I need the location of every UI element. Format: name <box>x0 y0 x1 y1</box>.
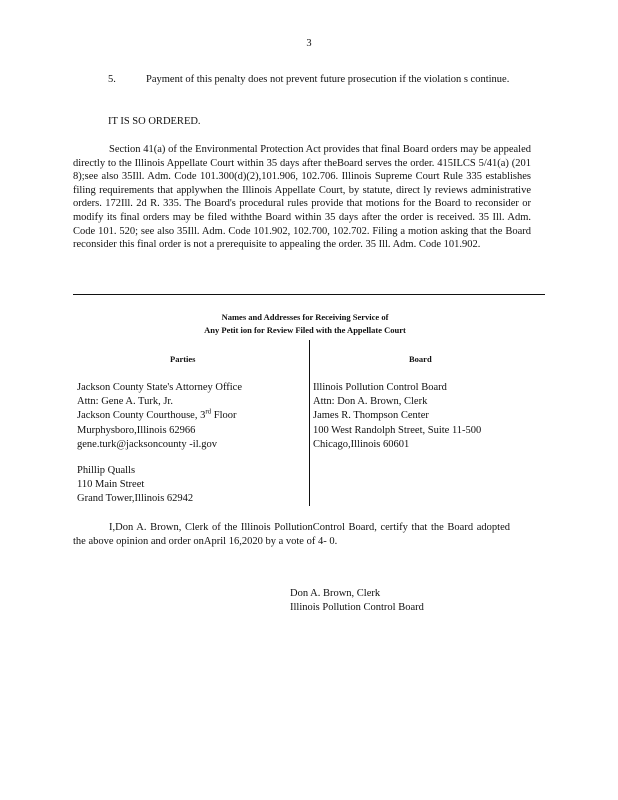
parties-header: Parties <box>170 354 196 364</box>
board-line2: Attn: Don A. Brown, Clerk <box>313 396 428 408</box>
party1-line1: Jackson County State's Attorney Office <box>77 382 243 393</box>
board-line3: James R. Thompson Center <box>313 410 429 422</box>
page-number: 3 <box>306 38 312 49</box>
party1-line2: Attn: Gene A. Turk, Jr. <box>77 396 173 408</box>
so-ordered: IT IS SO ORDERED. <box>108 116 201 127</box>
board-line4: 100 West Randolph Street, Suite 11-500 <box>313 424 482 436</box>
signature-org: Illinois Pollution Control Board <box>290 602 424 614</box>
board-line1: Illinois Pollution Control Board <box>313 382 447 393</box>
signature-block <box>290 587 424 616</box>
service-title-line1: Names and Addresses for Receiving Service of <box>221 312 389 322</box>
party1-line3: Jackson County Courthouse, 3rd Floor <box>77 407 237 422</box>
board-line5: Chicago,Illinois 60601 <box>313 438 410 450</box>
appeal-paragraph <box>73 143 531 252</box>
column-divider <box>309 340 310 506</box>
party-address-2 <box>77 464 193 507</box>
service-title-line2: Any Petit ion for Review Filed with the Appellate Court <box>204 325 406 335</box>
party2-line3: Grand Tower,Illinois 62942 <box>77 493 194 505</box>
item-text: Payment of this penalty does not prevent future prosecution if the violation s continue. <box>146 74 510 85</box>
party-address-1 <box>77 381 242 452</box>
section-divider <box>73 294 545 295</box>
party2-line1: Phillip Qualls <box>77 465 136 476</box>
board-header: Board <box>409 354 432 364</box>
signature-name: Don A. Brown, Clerk <box>290 588 381 599</box>
item-number: 5. <box>108 74 116 85</box>
certification-paragraph <box>73 521 510 548</box>
party1-email: gene.turk@jacksoncounty -il.gov <box>77 438 218 450</box>
board-address <box>313 381 481 452</box>
party2-line2: 110 Main Street <box>77 479 145 491</box>
appeal-paragraph-text: Section 41(a) of the Environmental Protection Act provides that final Board orders may be appealed directly to the Illinois Appellate Court within 35 days after theBoard serves the order. 415ILCS 5/41(a) (201 8);see also 35Ill. Adm. Code 101.300(d)(2),101.906, 102.706. Illinois Supreme Court Rule 335 establishes filing requirements that applywhen the Illinois Appellate Court, by statute, direct ly reviews administrative orders. 172Ill. 2d R. 335. The Board's procedural rules provide that motions for the Board to reconsider or modify its final orders may be filed withthe Board within 35 days after the order is received. 35 Ill. Adm. Code 101. 520; see also 35Ill. Adm. Code 101.902, 102.700, 102.702. Filing a motion asking that the Board reconsider this final order is not a prerequisite to appealing the order. 35 Ill. Adm. Code 101.902. <box>73 144 531 251</box>
party1-line4: Murphysboro,Illinois 62966 <box>77 424 196 436</box>
service-table-title <box>150 311 460 337</box>
order-item-5 <box>108 73 518 87</box>
certification-text: I,Don A. Brown, Clerk of the Illinois PollutionControl Board, certify that the Board adopted the above opinion and order onApril 16,2020 by a vote of 4- 0. <box>73 522 510 547</box>
